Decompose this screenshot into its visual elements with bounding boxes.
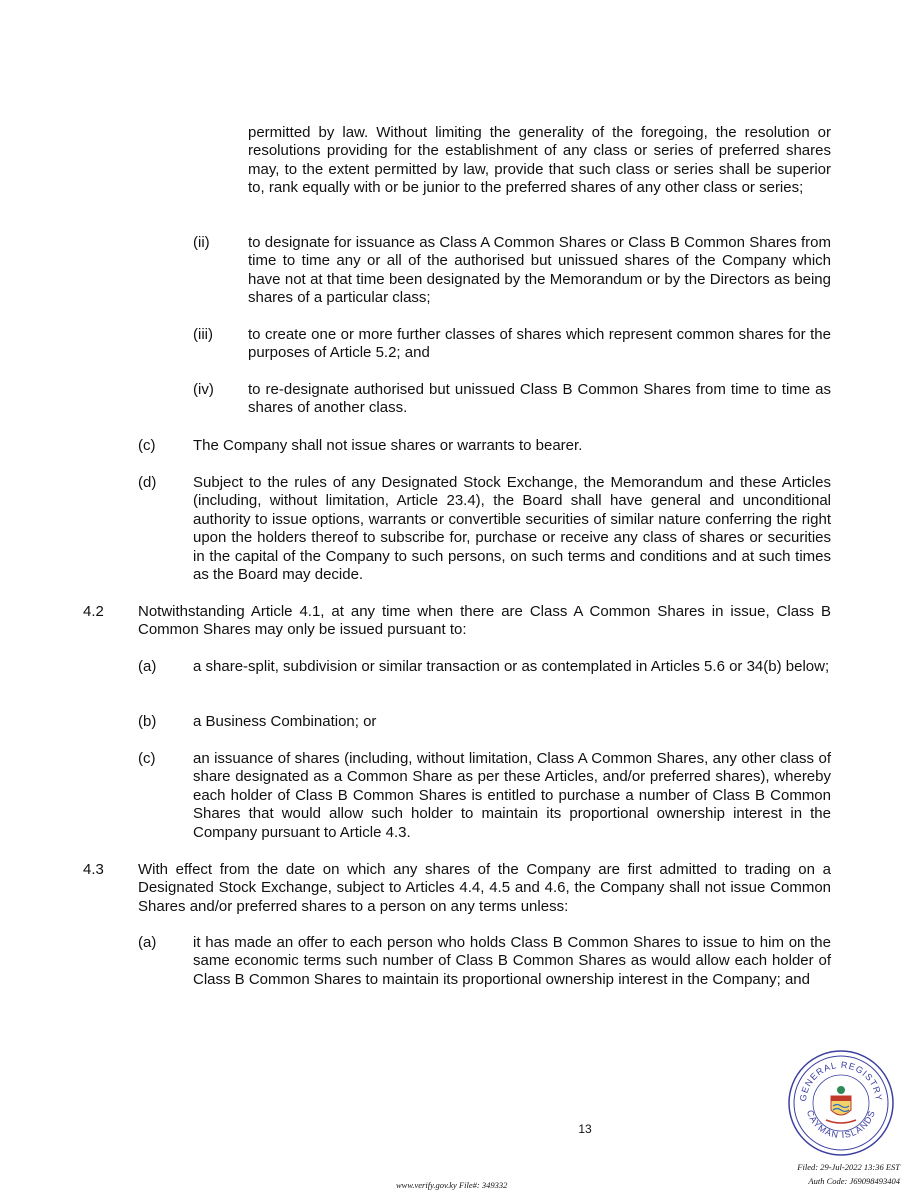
clause-text-c-2: an issuance of shares (including, without limitation, Class A Common Shares, any other class of share designated as a Common Share as per these Articles, and/or preferred shares), whereby each holder of Class B Common Shares is entitled to purchase a number of Class B Common Shares that would allow such holder to maintain its proportional ownership interest in the Company pursuant to Article 4.3. bbox=[193, 750, 831, 841]
clause-text-c: The Company shall not issue shares or warrants to bearer. bbox=[193, 437, 583, 454]
seal-top-text: GENERAL REGISTRY bbox=[797, 1059, 885, 1102]
section-number-4-3: 4.3 bbox=[83, 861, 104, 878]
general-registry-seal bbox=[786, 1048, 896, 1158]
seal-bottom-text: CAYMAN ISLANDS bbox=[804, 1108, 878, 1141]
clause-label-a-2: (a) bbox=[138, 934, 157, 951]
item-label-ii: (ii) bbox=[193, 234, 210, 251]
page-number: 13 bbox=[578, 1122, 592, 1136]
clause-label-c-2: (c) bbox=[138, 750, 156, 767]
item-label-iv: (iv) bbox=[193, 381, 214, 398]
item-label-iii: (iii) bbox=[193, 326, 213, 343]
clause-text-a: a share-split, subdivision or similar transaction or as contemplated in Articles 5.6 or 34(b) below; bbox=[193, 658, 830, 675]
section-text-4-3: With effect from the date on which any shares of the Company are first admitted to trading on a Designated Stock Exchange, subject to Articles 4.4, 4.5 and 4.6, the Company shall not issue Common Shares and/or preferred shares to a person on any terms unless: bbox=[138, 861, 831, 915]
clause-text-d: Subject to the rules of any Designated Stock Exchange, the Memorandum and these Articles (including, without limitation, Article 23.4), the Board shall have general and unconditional authority to issue options, warrants or convertible securities of similar nature conferring the right upon the holders thereof to subscribe for, purchase or receive any class of shares or securities in the capital of the Company to such persons, on such terms and conditions and at such times as the Board may decide. bbox=[193, 474, 831, 584]
clause-label-d: (d) bbox=[138, 474, 157, 491]
section-number-4-2: 4.2 bbox=[83, 603, 104, 620]
coat-of-arms-icon bbox=[826, 1086, 856, 1123]
item-text-iv: to re-designate authorised but unissued Class B Common Shares from time to time as shares of another class. bbox=[248, 381, 831, 417]
item-text-iii: to create one or more further classes of shares which represent common shares for the purposes of Article 5.2; and bbox=[248, 326, 831, 362]
filed-stamp bbox=[760, 1160, 900, 1188]
clause-label-b: (b) bbox=[138, 713, 157, 730]
continuation-paragraph: permitted by law. Without limiting the generality of the foregoing, the resolution or resolutions providing for the establishment of any class or series of preferred shares may, to the extent permitted by law, provide that such class or series shall be superior to, rank equally with or be junior to the preferred shares of any other class or series; bbox=[248, 124, 831, 197]
auth-code: Auth Code: J69098493404 bbox=[808, 1176, 900, 1186]
section-text-4-2: Notwithstanding Article 4.1, at any time when there are Class A Common Shares in issue, Class B Common Shares may only be issued pursuant to: bbox=[138, 603, 831, 639]
clause-text-b: a Business Combination; or bbox=[193, 713, 377, 730]
clause-label-c: (c) bbox=[138, 437, 156, 454]
footer-verify-url: www.verify.gov.ky File#: 349332 bbox=[396, 1180, 508, 1190]
item-text-ii: to designate for issuance as Class A Common Shares or Class B Common Shares from time to time any or all of the authorised but unissued shares of the Company which have not at that time been designated by the Memorandum or by the Directors as being shares of a particular class; bbox=[248, 234, 831, 307]
clause-text-a-2: it has made an offer to each person who holds Class B Common Shares to issue to him on the same economic terms such number of Class B Common Shares as would allow each holder of Class B Common Shares to maintain its proportional ownership interest in the Company; and bbox=[193, 934, 831, 988]
filed-date: Filed: 29-Jul-2022 13:36 EST bbox=[797, 1162, 900, 1172]
clause-label-a: (a) bbox=[138, 658, 157, 675]
